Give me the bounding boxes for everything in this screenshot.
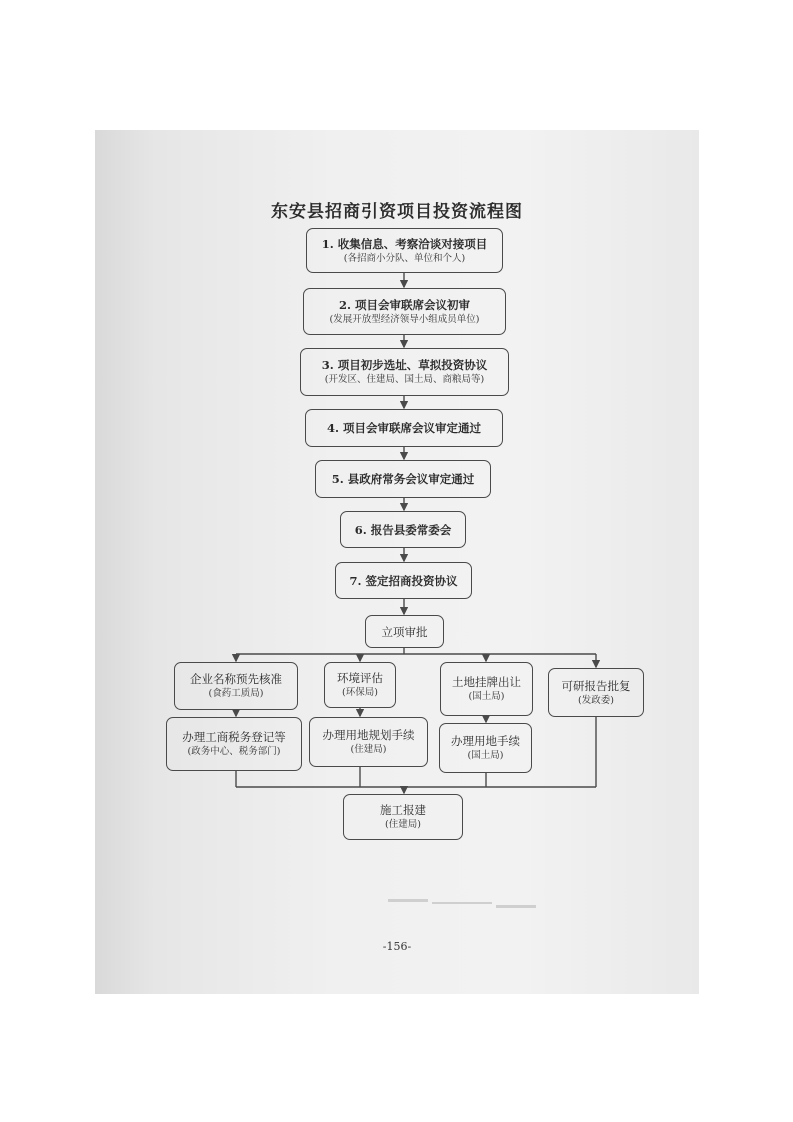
step-2-box	[303, 288, 506, 335]
branch-4-note: (发政委)	[578, 694, 614, 706]
step-7-box	[335, 562, 472, 599]
step-3-note: (开发区、住建局、国土局、商粮局等)	[324, 374, 485, 385]
step-4-title: 4. 项目会审联席会议审定通过	[326, 421, 481, 435]
step-3-box	[300, 348, 509, 396]
branch-2-note: (环保局)	[342, 687, 378, 698]
branch-3-note: (国土局)	[468, 691, 505, 702]
sub-branch-3-title: 办理用地手续	[451, 734, 520, 748]
scan-smudge	[388, 893, 538, 911]
branch-3-title: 土地挂牌出让	[452, 675, 521, 689]
branch-2-title: 环境评估	[337, 671, 383, 685]
sub-branch-3-note: (国土局)	[467, 750, 504, 761]
sub-branch-2-note: (住建局)	[350, 744, 387, 755]
final-note: (住建局)	[385, 819, 421, 830]
final-title: 施工报建	[380, 803, 426, 817]
step-1-box	[306, 228, 503, 273]
step-1-note: (各招商小分队、单位和个人)	[343, 252, 466, 264]
branch-2-box	[324, 662, 396, 708]
step-6-title: 6. 报告县委常委会	[354, 522, 452, 537]
approval-box	[365, 615, 444, 648]
sub-branch-1-title: 办理工商税务登记等	[182, 730, 286, 744]
sub-branch-1-box	[166, 717, 302, 771]
branch-1-box	[174, 662, 298, 710]
step-2-note: (发展开放型经济领导小组成员单位)	[329, 313, 480, 325]
branch-1-note: (食药工质局)	[208, 688, 264, 699]
step-1-title: 1. 收集信息、考察洽谈对接项目	[321, 236, 488, 251]
step-3-title: 3. 项目初步选址、草拟投资协议	[321, 358, 488, 372]
page-number: -156-	[382, 940, 412, 953]
step-7-title: 7. 签定招商投资协议	[349, 573, 458, 588]
sub-branch-2-box	[309, 717, 428, 767]
step-5-box	[315, 460, 491, 498]
step-4-box	[305, 409, 503, 447]
branch-3-box	[440, 662, 533, 716]
final-box	[343, 794, 463, 840]
sub-branch-1-note: (政务中心、税务部门)	[187, 746, 281, 757]
branch-4-title: 可研报告批复	[561, 678, 631, 693]
step-5-title: 5. 县政府常务会议审定通过	[331, 472, 475, 486]
flowchart-title: 东安县招商引资项目投资流程图	[271, 202, 523, 222]
step-6-box	[340, 511, 466, 548]
branch-4-box	[548, 668, 644, 717]
step-2-title: 2. 项目会审联席会议初审	[338, 297, 470, 312]
sub-branch-3-box	[439, 723, 532, 773]
branch-1-title: 企业名称预先核准	[190, 672, 282, 686]
sub-branch-2-title: 办理用地规划手续	[322, 728, 415, 742]
approval-label: 立项审批	[381, 624, 428, 639]
